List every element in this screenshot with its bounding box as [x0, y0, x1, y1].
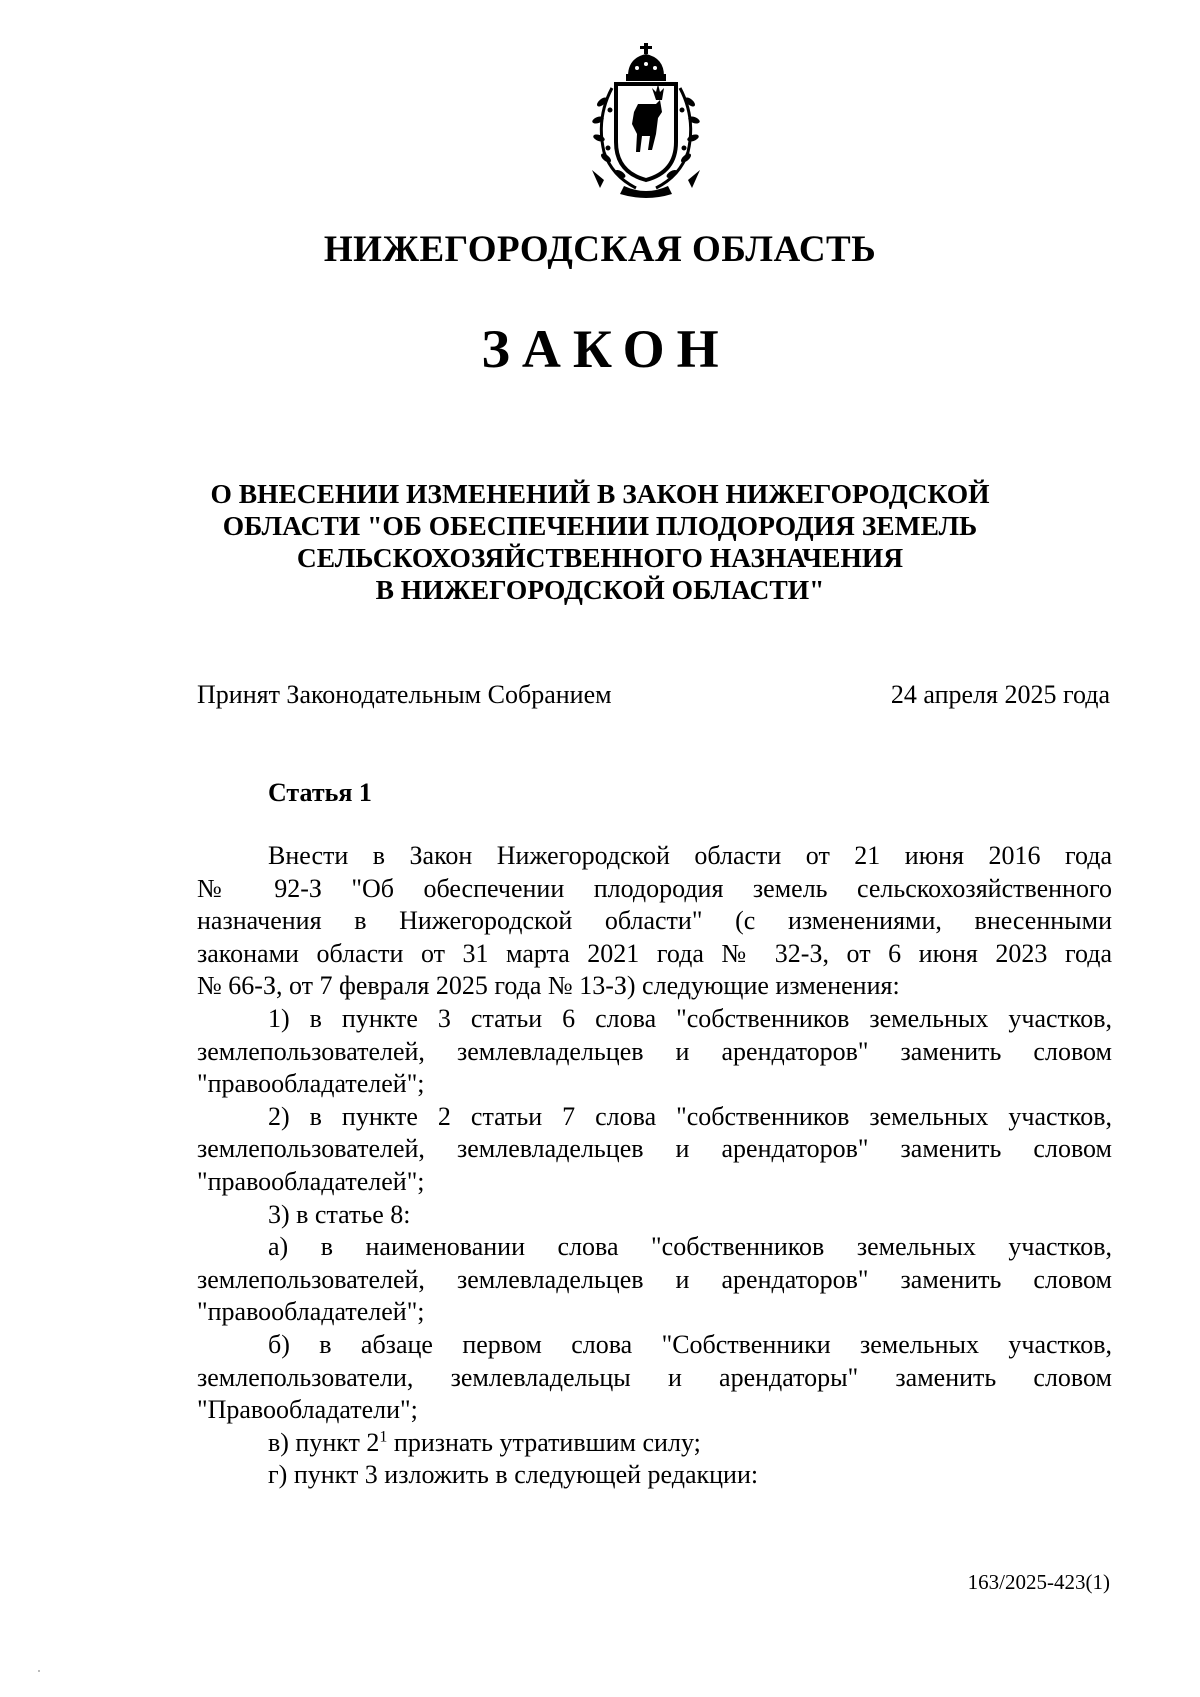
paragraph-line: а) в наименовании слова "собственников земельных участков,: [268, 1232, 1112, 1262]
paragraph-line: "правообладателей";: [197, 1166, 425, 1196]
law-title-line: СЕЛЬСКОХОЗЯЙСТВЕННОГО НАЗНАЧЕНИЯ: [296, 542, 904, 573]
paragraph-line: законами области от 31 марта 2021 года № 32-З, от 6 июня 2023 года: [197, 938, 1112, 968]
paragraph-line: назначения в Нижегородской области" (с изменениями, внесенными: [197, 906, 1112, 936]
superscript: 1: [379, 1428, 388, 1446]
nizhny-novgorod-coat-of-arms-icon: [590, 40, 702, 200]
amendment-item-2: [197, 1101, 1112, 1199]
paragraph-line: № 66-З, от 7 февраля 2025 года № 13-З) следующие изменения:: [197, 971, 900, 1001]
paragraph-line: [197, 1427, 1112, 1460]
document-type: ЗАКОН: [481, 319, 731, 379]
article-heading: Статья 1: [268, 778, 372, 807]
paragraph-line: г) пункт 3 изложить в следующей редакции:: [268, 1460, 759, 1490]
paragraph-line: 3) в статье 8:: [268, 1199, 411, 1229]
law-title-line: О ВНЕСЕНИИ ИЗМЕНЕНИЙ В ЗАКОН НИЖЕГОРОДСКОЙ: [210, 478, 990, 509]
paragraph-line: землепользователей, землевладельцев и арендаторов" заменить словом: [197, 1036, 1112, 1066]
law-title-line: ОБЛАСТИ "ОБ ОБЕСПЕЧЕНИИ ПЛОДОРОДИЯ ЗЕМЕЛЬ: [222, 510, 978, 541]
amendment-item-3b: [197, 1329, 1112, 1427]
amendment-item-3c: [197, 1427, 1112, 1460]
document-number: 163/2025-423(1): [967, 1570, 1110, 1594]
paragraph-line: б) в абзаце первом слова "Собственники земельных участков,: [268, 1329, 1112, 1359]
article-intro: [197, 840, 1112, 1003]
scan-artifact: [38, 1670, 40, 1672]
paragraph-line: 1) в пункте 3 статьи 6 слова "собственников земельных участков,: [268, 1003, 1112, 1033]
paragraph-line: землепользователей, землевладельцев и арендаторов" заменить словом: [197, 1134, 1112, 1164]
amendment-item-1: [197, 1003, 1112, 1101]
paragraph-line: Внести в Закон Нижегородской области от 21 июня 2016 года: [268, 841, 1112, 870]
paragraph-line: "правообладателей";: [197, 1297, 425, 1327]
item-3c-text: в) пункт 2: [268, 1427, 380, 1457]
adoption-date: 24 апреля 2025 года: [890, 680, 1110, 709]
adopted-by: Принят Законодательным Собранием: [197, 680, 612, 709]
amendment-item-3a: [197, 1231, 1112, 1329]
region-name: НИЖЕГОРОДСКАЯ ОБЛАСТЬ: [323, 229, 877, 270]
item-3c-text: признать утратившим силу;: [387, 1427, 701, 1457]
paragraph-line: землепользователей, землевладельцев и арендаторов" заменить словом: [197, 1264, 1112, 1294]
paragraph-line: № 92-З "Об обеспечении плодородия земель сельскохозяйственного: [197, 873, 1112, 903]
amendment-item-3: [197, 1199, 1112, 1232]
law-title-line: В НИЖЕГОРОДСКОЙ ОБЛАСТИ": [375, 574, 825, 605]
paragraph-line: "правообладателей";: [197, 1069, 425, 1099]
paragraph-line: землепользователи, землевладельцы и арендаторы" заменить словом: [197, 1362, 1112, 1392]
paragraph-line: 2) в пункте 2 статьи 7 слова "собственников земельных участков,: [268, 1101, 1112, 1131]
amendment-item-3d: [197, 1459, 1112, 1492]
law-title: [200, 478, 1000, 606]
article-body: [197, 840, 1112, 1492]
paragraph-line: "Правообладатели";: [197, 1395, 418, 1425]
